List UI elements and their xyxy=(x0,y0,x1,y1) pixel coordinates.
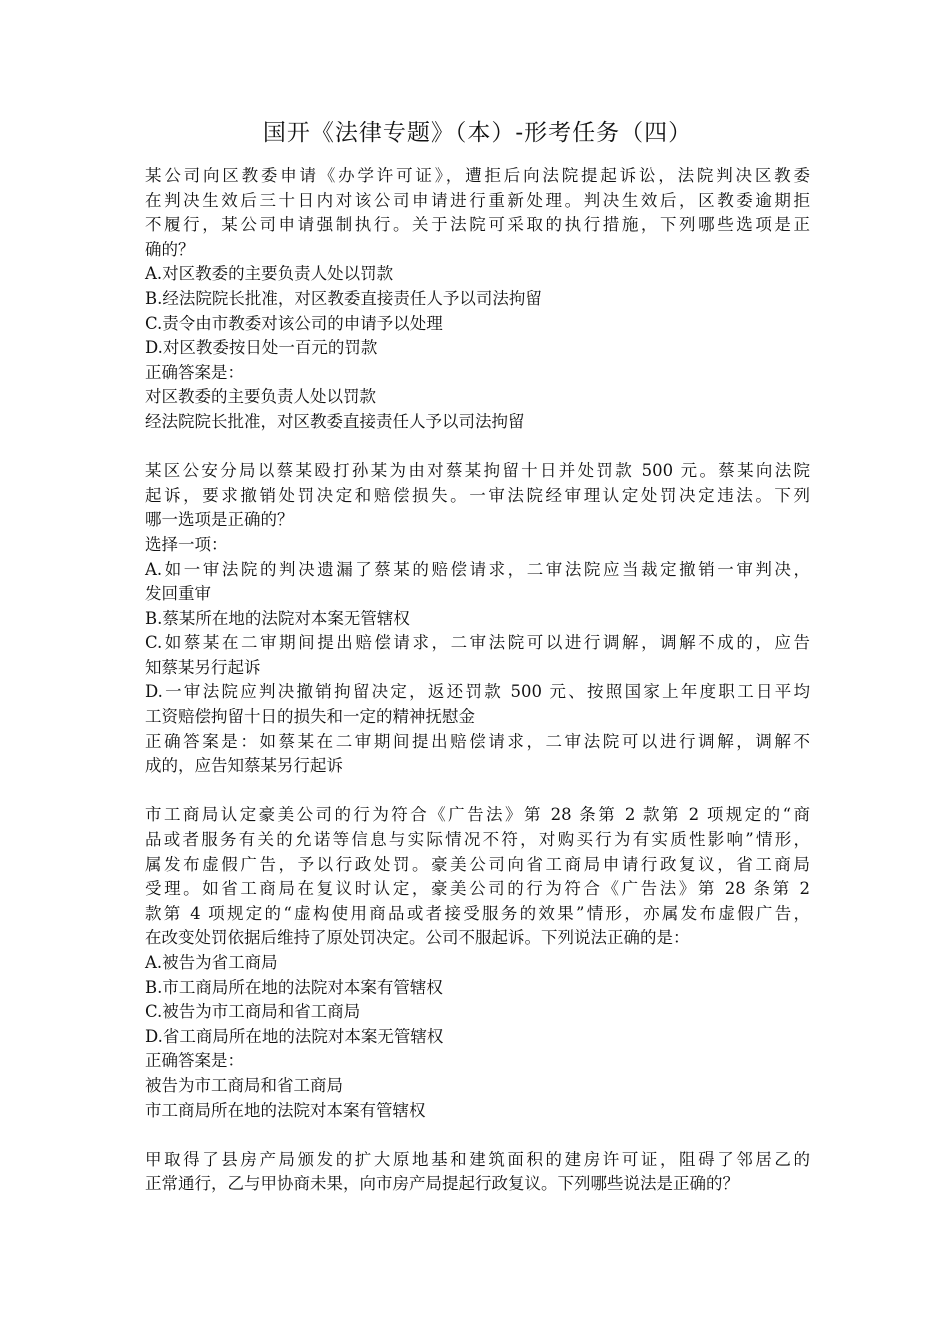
option-d: D.省工商局所在地的法院对本案无管辖权 xyxy=(145,1026,444,1046)
option-d: D.一审法院应判决撤销拘留决定，返还罚款 500 元、按照国家上年度职工日平均 xyxy=(145,682,810,702)
option-d: D.对区教委按日处一百元的罚款 xyxy=(145,338,378,358)
option-b: B.蔡某所在地的法院对本案无管辖权 xyxy=(145,608,410,628)
question-stem-line: 确的？ xyxy=(145,239,195,259)
question-stem-line: 市工商局认定豪美公司的行为符合《广告法》第 28 条第 2 款第 2 项规定的“商 xyxy=(145,805,810,825)
answer-line: 被告为市工商局和省工商局 xyxy=(145,1075,343,1095)
option-b: B.经法院院长批准，对区教委直接责任人予以司法拘留 xyxy=(145,288,542,308)
question-stem-line: 正常通行，乙与甲协商未果，向市房产局提起行政复议。下列哪些说法是正确的？ xyxy=(145,1174,739,1194)
answer-line: 经法院院长批准，对区教委直接责任人予以司法拘留 xyxy=(145,411,525,431)
option-c: C.如蔡某在二审期间提出赔偿请求，二审法院可以进行调解，调解不成的，应告 xyxy=(145,633,810,653)
answer-line: 正确答案是：如蔡某在二审期间提出赔偿请求，二审法院可以进行调解，调解不 xyxy=(145,731,810,751)
answer-label: 正确答案是： xyxy=(145,362,244,382)
question-stem-line: 不履行，某公司申请强制执行。关于法院可采取的执行措施，下列哪些选项是正 xyxy=(145,215,810,235)
question-stem-line: 起诉，要求撤销处罚决定和赔偿损失。一审法院经审理认定处罚决定违法。下列 xyxy=(145,485,810,505)
question-stem-line: 在改变处罚依据后维持了原处罚决定。公司不服起诉。下列说法正确的是： xyxy=(145,928,690,948)
answer-line: 市工商局所在地的法院对本案有管辖权 xyxy=(145,1100,426,1120)
question-stem-line: 在判决生效后三十日内对该公司申请进行重新处理。判决生效后，区教委逾期拒 xyxy=(145,190,810,210)
option-c-continued: 知蔡某另行起诉 xyxy=(145,657,261,677)
option-b: B.市工商局所在地的法院对本案有管辖权 xyxy=(145,977,443,997)
question-block xyxy=(145,164,810,435)
question-block xyxy=(145,459,810,779)
question-block xyxy=(145,803,810,1123)
option-c: C.被告为市工商局和省工商局 xyxy=(145,1002,361,1022)
option-a: A.对区教委的主要负责人处以罚款 xyxy=(145,264,394,284)
document-body xyxy=(145,164,810,1197)
option-a: A.被告为省工商局 xyxy=(145,953,278,972)
spacer xyxy=(145,435,810,460)
question-stem-line: 属发布虚假广告，予以行政处罚。豪美公司向省工商局申请行政复议，省工商局 xyxy=(145,854,810,874)
option-c: C.责令由市教委对该公司的申请予以处理 xyxy=(145,313,443,333)
question-stem-line: 某公司向区教委申请《办学许可证》，遭拒后向法院提起诉讼，法院判决区教委 xyxy=(145,166,810,185)
question-stem-line: 甲取得了县房产局颁发的扩大原地基和建筑面积的建房许可证，阻碍了邻居乙的 xyxy=(145,1149,810,1169)
spacer xyxy=(145,779,810,804)
question-block xyxy=(145,1148,810,1197)
option-d-continued: 工资赔偿拘留十日的损失和一定的精神抚慰金 xyxy=(145,707,475,727)
question-stem-line: 哪一选项是正确的？ xyxy=(145,510,294,530)
answer-line: 对区教委的主要负责人处以罚款 xyxy=(145,387,376,407)
page-title: 国开《法律专题》（本）-形考任务（四） xyxy=(262,120,693,146)
option-a-continued: 发回重审 xyxy=(145,584,211,604)
question-stem-line: 某区公安分局以蔡某殴打孙某为由对蔡某拘留十日并处罚款 500 元。蔡某向法院 xyxy=(145,461,810,481)
option-a: A.如一审法院的判决遗漏了蔡某的赔偿请求，二审法院应当裁定撤销一审判决， xyxy=(145,559,810,579)
question-stem-line: 款第 4 项规定的“虚构使用商品或者接受服务的效果”情形，亦属发布虚假广告， xyxy=(145,903,810,923)
spacer xyxy=(145,1123,810,1148)
question-stem-line: 受理。如省工商局在复议时认定，豪美公司的行为符合《广告法》第 28 条第 2 xyxy=(145,879,810,899)
choose-one-label: 选择一项： xyxy=(145,534,228,554)
answer-label: 正确答案是： xyxy=(145,1051,244,1071)
question-stem-line: 品或者服务有关的允诺等信息与实际情况不符，对购买行为有实质性影响”情形， xyxy=(145,830,810,850)
answer-line: 成的，应告知蔡某另行起诉 xyxy=(145,756,343,776)
